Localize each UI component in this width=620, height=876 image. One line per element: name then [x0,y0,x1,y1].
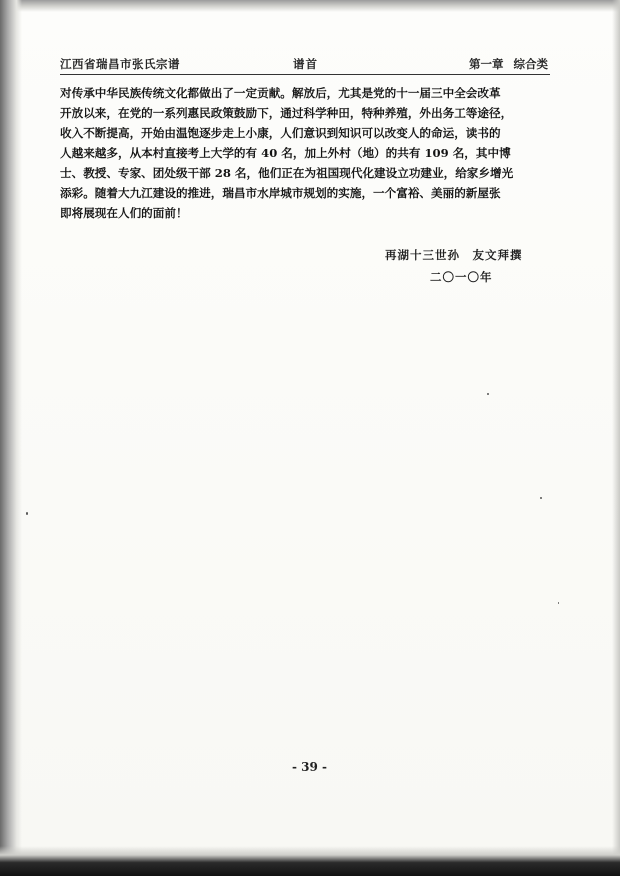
header-chapter: 第一章 综合类 [468,57,548,71]
header-section: 谱首 [293,57,318,71]
scan-speck [558,602,559,604]
header-book-title: 江西省瑞昌市张氏宗谱 [60,57,180,71]
running-header [60,56,548,74]
scan-speck [26,512,28,515]
body-line: 人越来越多，从本村直接考上大学的有 40 名，加上外村（地）的共有 109 名，其中博 [60,146,511,160]
scan-top-edge [0,0,620,12]
page-number: - 39 - [292,760,328,774]
body-line: 开放以来，在党的一系列惠民政策鼓励下，通过科学种田，特种养殖，外出务工等途径， [60,106,513,120]
body-paragraph [60,83,550,223]
author-signature: 再湖十三世孙 友文拜撰 [385,248,523,262]
scan-left-edge [0,0,22,876]
scan-bottom-edge [0,846,620,876]
body-line: 士、教授、专家、团处级干部 28 名，他们正在为祖国现代化建设立功建业，给家乡增光 [60,166,514,180]
scan-speck [540,497,542,499]
body-line: 对传承中华民族传统文化都做出了一定贡献。解放后，尤其是党的十一届三中全会改革 [60,86,501,100]
header-rule [60,74,550,75]
body-line: 即将展现在人们的面前！ [60,206,188,220]
scan-right-edge [612,0,620,876]
body-line: 收入不断提高，开始由温饱逐步走上小康，人们意识到知识可以改变人的命运，读书的 [60,126,501,140]
body-line: 添彩。随着大九江建设的推进，瑞昌市水岸城市规划的实施，一个富裕、美丽的新屋张 [60,186,501,200]
scan-speck [487,393,489,395]
signature-date: 二〇一〇年 [430,270,493,284]
